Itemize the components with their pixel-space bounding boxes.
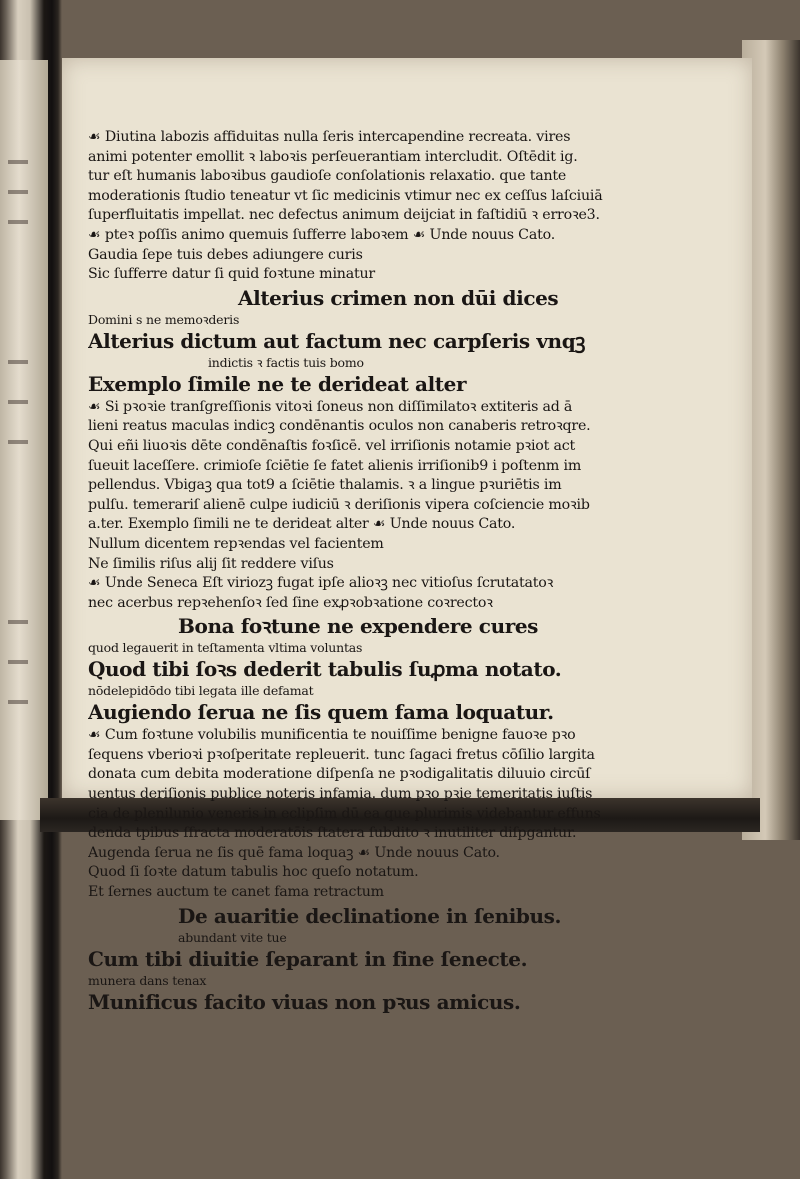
text-line: Qui eñi liuoꝛis dēte condēnaſtis foꝛſicē. vel irriſionis notamie pꝛiot act — [88, 437, 575, 454]
facing-page-edge — [0, 60, 48, 820]
facing-page-text-fragment — [8, 440, 28, 444]
text-line: nec acerbus repꝛehenſoꝛ ſed ſine exꝓꝛobꝛatione coꝛrectoꝛ — [88, 594, 493, 611]
text-line: animi potenter emollit ꝛ laboꝛis perſeuerantiam intercludit. Oſtēdit ig. — [88, 148, 578, 165]
text-line: ſueuit laceſſere. crimioſe ſciētie ſe fatet alienis irriſionib9 i poſtenm im — [88, 457, 582, 474]
text-line: ☙ pteꝛ poſſis animo quemuis ſufferre laboꝛem ☙ Unde nouus Cato. — [88, 226, 556, 243]
text-line: Gaudia ſepe tuis debes adiungere curis — [88, 246, 363, 263]
text-line: moderationis ſtudio teneatur vt ſic medicinis vtimur nec ex ceſſus laſciuiā — [88, 187, 603, 204]
incunable-text-block — [88, 128, 728, 1016]
text-line: Et ſernes auctum te canet fama retractum — [88, 884, 384, 901]
facing-page-text-fragment — [8, 660, 28, 664]
facing-page-text-fragment — [8, 220, 28, 224]
text-line: ſequens vberioꝛi pꝛoſperitate repleuerit. tunc ſagaci fretus cōſilio largita — [88, 746, 595, 763]
text-line: Nullum dicentem repꝛendas vel facientem — [88, 535, 384, 552]
verse-line: Quod tibi ſoꝛs dederit tabulis ſuꝓma notato. — [88, 657, 562, 682]
text-line: ☙ Unde Seneca Eſt viriozꝫ fugat ipſe alioꝛꝫ nec vitioſus ſcrutatatoꝛ — [88, 575, 554, 592]
interlinear-gloss: indictis ꝛ factis tuis bomo — [208, 354, 364, 370]
text-line: Augenda ſerua ne ſis quē fama loquaꝫ ☙ Unde nouus Cato. — [88, 844, 500, 861]
interlinear-gloss: abundant vite tue — [178, 929, 287, 945]
text-line: ſuperfluitatis impellat. nec defectus animum deijciat in faſtidiū ꝛ erroꝛe3. — [88, 207, 600, 224]
text-line: donata cum debita moderatione diſpenſa ne pꝛodigalitatis diluuio circūſ — [88, 766, 591, 783]
text-line: denda tpibus ſfracta moderatōis ſtatera ſubdito ꝛ inutiliter diſpgantur. — [88, 825, 577, 842]
facing-page-text-fragment — [8, 400, 28, 404]
text-line: cia de plenilunio veneris in eclipſim dū ea que plurimis videbantur effuns — [88, 805, 601, 822]
interlinear-gloss: Domini s ne memoꝛderis — [88, 311, 240, 327]
section-heading: De auaritie declinatione in ſenibus. — [178, 903, 562, 928]
verse-line: Augiendo ſerua ne ſis quem fama loquatur. — [88, 700, 554, 725]
verse-line: Cum tibi diuitie ſeparant in fine ſenecte. — [88, 946, 528, 971]
text-line: pellendus. Vbigaꝫ qua tot9 a ſciētie thalamis. ꝛ a lingue pꝛuriētis im — [88, 477, 562, 494]
text-line: ☙ Cum foꝛtune volubilis munificentia te nouiſſime benigne fauoꝛe pꝛo — [88, 727, 576, 744]
text-line: tur eſt humanis laboꝛibus gaudioſe conſolationis relaxatio. que tante — [88, 168, 567, 185]
interlinear-gloss: munera dans tenax — [88, 972, 207, 988]
facing-page-text-fragment — [8, 190, 28, 194]
text-line: Ne ſimilis riſus alij ſit reddere viſus — [88, 555, 334, 572]
interlinear-gloss: quod legauerit in teſtamenta vltima voluntas — [88, 640, 363, 656]
verse-line: Alterius dictum aut factum nec carpſeris vnqꝫ — [88, 328, 586, 353]
text-line: pulſu. temerariſ alienē culpe iudiciū ꝛ deriſionis vipera coſciencie moꝛib — [88, 496, 590, 513]
interlinear-gloss: nōdelepidōdo tibi legata ille defamat — [88, 683, 314, 699]
verse-heading: Alterius crimen non dūi dices — [238, 285, 559, 310]
text-line: Quod ſi ſoꝛte datum tabulis hoc queſo notatum. — [88, 864, 419, 881]
text-line: Sic ſufferre datur ſi quid foꝛtune minatur — [88, 266, 375, 283]
facing-page-text-fragment — [8, 700, 28, 704]
facing-page-text-fragment — [8, 360, 28, 364]
text-line: ☙ Si pꝛoꝛie tranſgreſſionis vitoꝛi ſoneus non diſſimilatoꝛ extiteris ad ā — [88, 398, 573, 415]
text-line: lieni reatus maculas indicꝫ condēnantis oculos non canaberis retroꝛqre. — [88, 418, 591, 435]
verse-heading: Bona foꝛtune ne expendere cures — [178, 614, 539, 639]
verse-line: Munificus facito viuas non pꝛus amicus. — [88, 989, 521, 1014]
text-line: uentus deriſionis publice noteris infamia. dum pꝛo pꝛie temeritatis iuſtis — [88, 786, 593, 803]
text-line: ☙ Diutina labozis affiduitas nulla ſeris intercapendine recreata. vires — [88, 129, 571, 145]
text-line: a.ter. Exemplo ſimili ne te derideat alter ☙ Unde nouus Cato. — [88, 516, 516, 533]
facing-page-text-fragment — [8, 160, 28, 164]
facing-page-text-fragment — [8, 620, 28, 624]
verse-line: Exemplo ſimile ne te derideat alter — [88, 371, 467, 396]
